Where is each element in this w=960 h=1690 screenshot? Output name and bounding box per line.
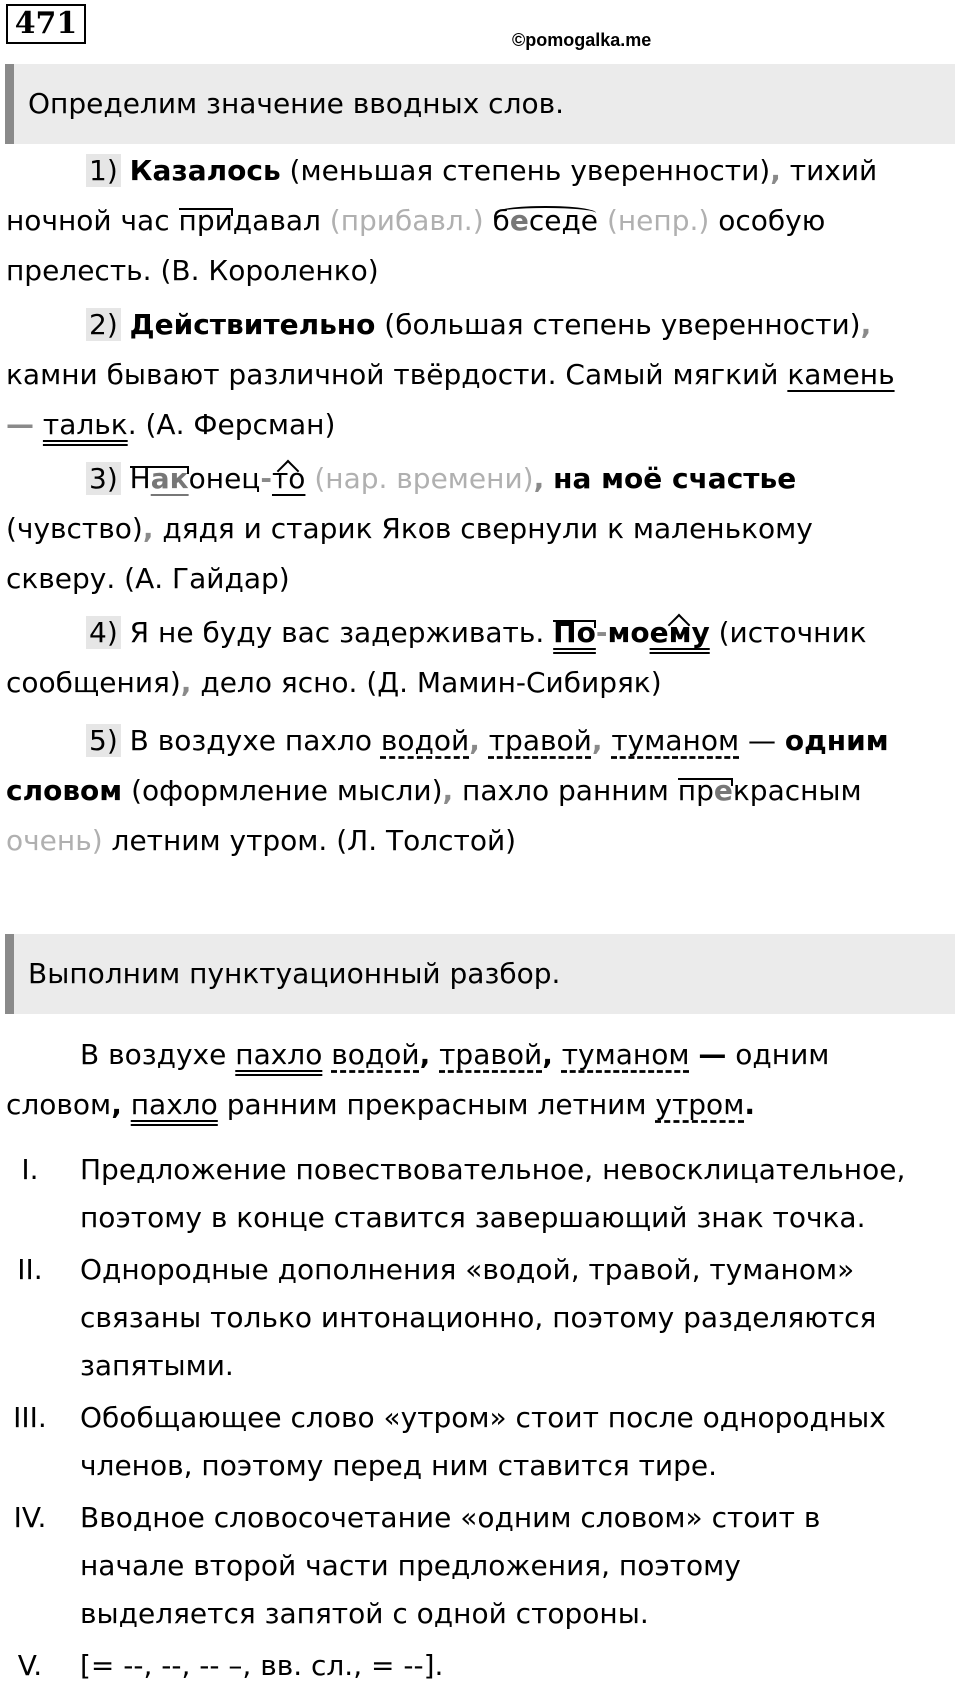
point-2-roman: II. bbox=[17, 1253, 43, 1286]
point-5-line-1: [= --, --, -- –, вв. сл., = --]. bbox=[80, 1649, 444, 1682]
analysis-line-1: В воздухе пахло водой, травой, туманом — одним bbox=[80, 1038, 830, 1071]
point-3-line-2: членов, поэтому перед ним ставится тире. bbox=[80, 1449, 717, 1482]
point-1-roman: I. bbox=[21, 1153, 39, 1186]
point-4-line-1: Вводное словосочетание «одним словом» стоит в bbox=[80, 1501, 821, 1534]
item-4-line-1: 4) Я не буду вас задерживать. По-моему (источник bbox=[6, 608, 956, 658]
item-4 bbox=[6, 608, 956, 708]
item-3-line-3: скверу. (А. Гайдар) bbox=[6, 562, 290, 595]
point-4-line-2: начале второй части предложения, поэтому bbox=[80, 1549, 741, 1582]
item-1 bbox=[6, 146, 956, 296]
section-heading-1: Определим значение вводных слов. bbox=[5, 64, 955, 144]
item-2-line-2: камни бывают различной твёрдости. Самый мягкий камень bbox=[6, 358, 895, 391]
item-3-line-2: (чувство), дядя и старик Яков свернули к маленькому bbox=[6, 512, 813, 545]
analysis-sentence bbox=[6, 1030, 956, 1130]
item-5-line-3: очень) летним утром. (Л. Толстой) bbox=[6, 824, 517, 857]
watermark: ©pomogalka.me bbox=[512, 30, 652, 50]
item-5-line-2: словом (оформление мысли), пахло ранним прекрасным bbox=[6, 774, 862, 807]
point-1-line-1: Предложение повествовательное, невосклицательное, bbox=[80, 1153, 906, 1186]
point-4-line-3: выделяется запятой с одной стороны. bbox=[80, 1597, 649, 1630]
point-2-line-1: Однородные дополнения «водой, травой, туманом» bbox=[80, 1253, 855, 1286]
item-4-marker: 4) bbox=[86, 616, 121, 649]
point-5-roman: V. bbox=[17, 1649, 43, 1682]
point-4-roman: IV. bbox=[13, 1501, 47, 1534]
item-2-line-1: 2) Действительно (большая степень уверенности), bbox=[6, 300, 956, 350]
item-2-line-3: — тальк. (А. Ферсман) bbox=[6, 408, 336, 441]
point-1-line-2: поэтому в конце ставится завершающий знак точка. bbox=[80, 1201, 866, 1234]
point-3-line-1: Обобщающее слово «утром» стоит после однородных bbox=[80, 1401, 886, 1434]
item-1-line-1: 1) Казалось (меньшая степень уверенности), тихий bbox=[6, 146, 956, 196]
item-1-marker: 1) bbox=[86, 154, 121, 187]
item-5-line-1: 5) В воздухе пахло водой, травой, туманом — одним bbox=[6, 716, 956, 766]
task-number: 471 bbox=[6, 4, 86, 44]
item-3-line-1: 3) Наконец-то (нар. времени), на моё счастье bbox=[6, 454, 956, 504]
item-5 bbox=[6, 716, 956, 866]
item-3-marker: 3) bbox=[86, 462, 121, 495]
point-3-roman: III. bbox=[13, 1401, 47, 1434]
item-4-line-2: сообщения), дело ясно. (Д. Мамин-Сибиряк) bbox=[6, 666, 662, 699]
item-1-line-3: прелесть. (В. Короленко) bbox=[6, 254, 379, 287]
item-3 bbox=[6, 454, 956, 604]
section-heading-2: Выполним пунктуационный разбор. bbox=[5, 934, 955, 1014]
item-5-marker: 5) bbox=[86, 724, 121, 757]
item-1-line-2: ночной час придавал (прибавл.) беседе (непр.) особую bbox=[6, 204, 826, 237]
item-2-marker: 2) bbox=[86, 308, 121, 341]
point-2-line-2: связаны только интонационно, поэтому разделяются bbox=[80, 1301, 877, 1334]
point-2-line-3: запятыми. bbox=[80, 1349, 234, 1382]
item-2 bbox=[6, 300, 956, 450]
analysis-line-2: словом, пахло ранним прекрасным летним утром. bbox=[6, 1088, 755, 1121]
